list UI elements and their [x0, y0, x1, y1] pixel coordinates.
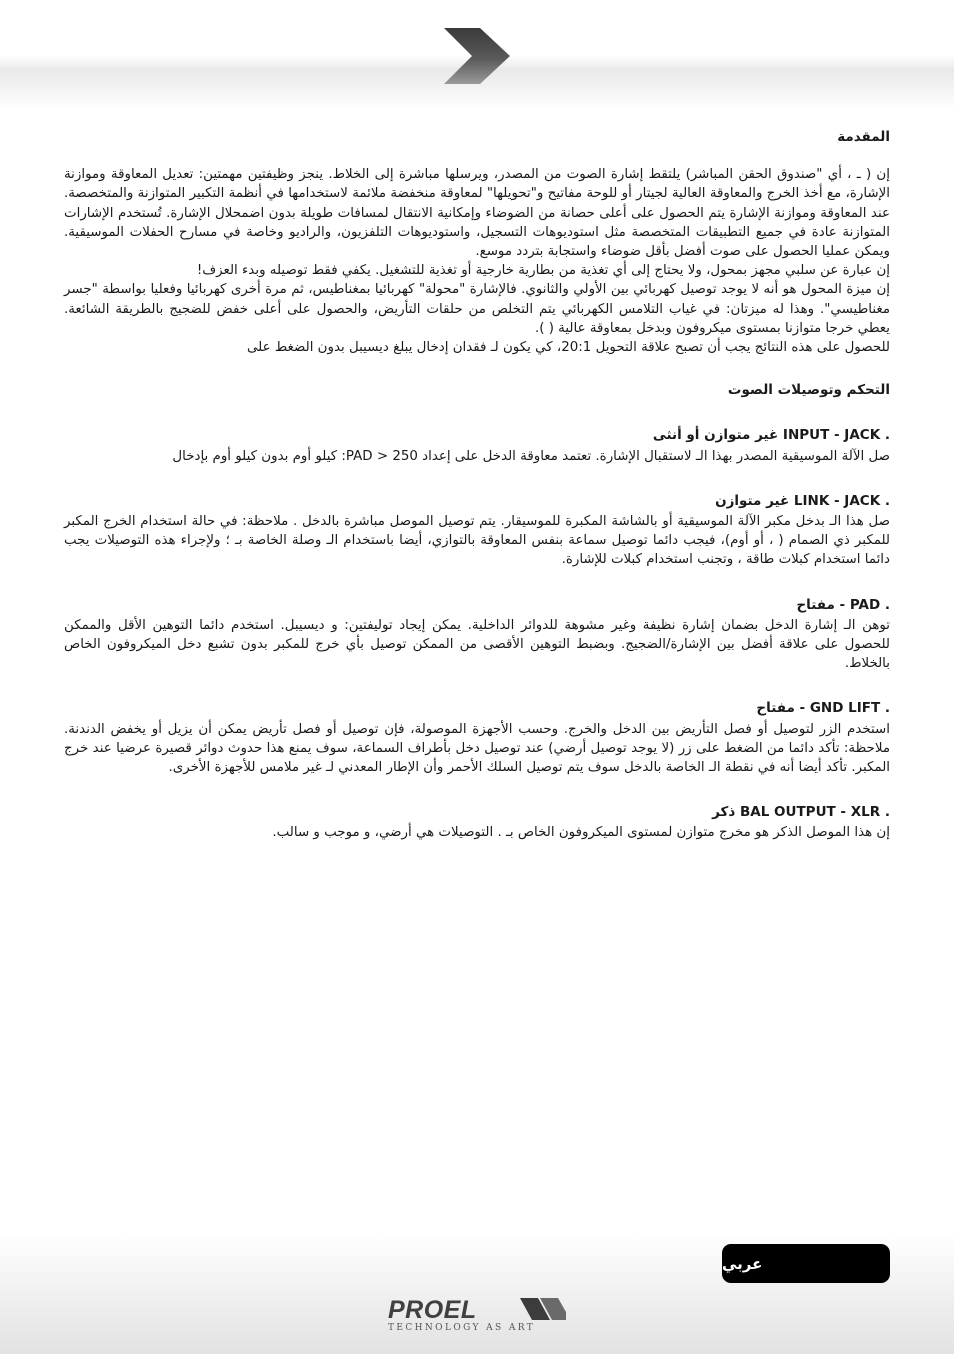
- intro-heading: المقدمة: [837, 129, 890, 145]
- chevron-right-icon: [444, 28, 510, 84]
- intro-paragraph-1: إن ( ـ ، أي "صندوق الحقن المباشر) يلتقط إشارة الصوت من المصدر، ويرسلها مباشرة إلى الخلاط. ينجز وظيفتين مهمتين: تعديل المعاوقة وموازنة الإشارة، مع أخذ الخرج والمعاوقة العالية لجيتار أو للوحة مفاتيح و"تحويلها" لمعاوقة منخفضة ملائمة لاستخدامها في أنظمة التكبير المتوازنة والمتخصصة. عند المعاوقة وموازنة الإشارة يتم الحصول على أعلى حصانة من الضوضاء وإمكانية الانتقال لمسافات طويلة بدون اضمحلال الإشارة. تُستخدم الإشارات المتوازنة عادة في جميع التطبيقات المتخصصة مثل استوديوهات التسجيل، واستوديوهات التلفزيون، والراديو وخاصة في مسارح الحفلات الموسيقية. ويمكن عمليا الحصول على صوت أفضل بأقل ضوضاء واستجابة بتردد موسع.: [64, 167, 890, 260]
- control-title: . PAD - مفتاح: [796, 596, 890, 613]
- logo-wordmark: PROEL: [388, 1296, 477, 1324]
- proel-logo: [388, 1296, 570, 1336]
- control-title: . INPUT - JACK غير متوازن أو أنثى: [652, 427, 890, 444]
- language-tab[interactable]: عربي: [722, 1244, 890, 1283]
- control-text: استخدم الزر لتوصيل أو فصل التأريض بين الدخل والخرج. وحسب الأجهزة الموصولة، فإن توصيل أو فصل تأريض يمكن أن يزيل أو يخفض الدندنة. ملاحظة: تأكد دائما من الضغط على زر (لا يوجد توصيل أرضي) عند توصيل دخل بأطراف السماعة، سوف يمنع هذا حدوث دوائر قصيرة عرضيا عند خرج المكبر. تأكد أيضا أنه في نقطة الـ الخاصة بالدخل سوف يتم توصيل السلك الأحمر وأن الإطار المعدني لـ غير ملامس للأجهزة الأخرى.: [64, 721, 890, 776]
- control-text: إن هذا الموصل الذكر هو مخرج متوازن لمستوى الميكروفون الخاص بـ . التوصيلات هي أرضي، و موجب و سالب.: [272, 825, 890, 841]
- intro-paragraph-2: إن عبارة عن سلبي مجهز بمحول، ولا يحتاج إلى أي تغذية من بطارية خارجية أو تغذية للتشغيل. يكفي فقط توصيله وبدء العزف!: [196, 263, 890, 279]
- control-title: . LINK - JACK غير متوازن: [715, 492, 890, 509]
- page-content: [64, 128, 890, 843]
- control-bal-output-xlr: [64, 803, 890, 842]
- control-input-jack: [64, 426, 890, 465]
- intro-paragraph-3: إن ميزة المحول هو أنه لا يوجد توصيل كهربائي بين الأولي والثانوي. فالإشارة "محولة" كهربائيا بمغناطيس، ثم مرة أخرى كهربائيا وفعليا بواسطة "جسر مغناطيسي". وهذا له ميزتان: في غياب التلامس الكهربائي يتم التخلص من حلقات التأريض، والحصول على أعلى خفض للضجيج بالطريقة الشائعة. يعطي خرجا متوازنا بمستوى ميكروفون وبدخل بمعاوقة عالية ( ).: [64, 282, 890, 336]
- logo-stripes-icon: [520, 1298, 566, 1320]
- controls-heading: التحكم وتوصيلات الصوت: [727, 382, 890, 399]
- control-text: صل هذا الـ بدخل مكبر الآلة الموسيقية أو بالشاشة المكبرة للموسيقار. يتم توصيل الموصل مباشرة بالدخل . ملاحظة: في حالة استخدام الخرج المكبر للمكبر ذي الصمام ( ، أو أوم)، فيجب دائما توصيل سماعة بنفس المعاوقة بالتوازي، أيضا باستخدام الـ وصلة الخاصة بـ ؛ ولإجراء هذه التوصيلات يجب دائما استخدام كبلات طاقة ، وتجنب استخدام كبلات للإشارة.: [64, 514, 890, 568]
- logo-tagline: TECHNOLOGY AS ART: [388, 1323, 536, 1333]
- control-gnd-lift-switch: [64, 699, 890, 777]
- control-text: صل الآلة الموسيقية المصدر بهذا الـ لاستقبال الإشارة. تعتمد معاوقة الدخل على إعداد 250 < PAD: كيلو أوم بدون كيلو أوم بإدخال: [172, 448, 890, 464]
- intro-paragraph-4: للحصول على هذه النتائج يجب أن تصبح علاقة التحويل 20:1، كي يكون لـ فقدان إدخال يبلغ ديسيبل بدون الضغط على: [246, 340, 890, 356]
- control-text: توهن الـ إشارة الدخل بضمان إشارة نظيفة وغير مشوهة للدوائر الداخلية. يمكن إيجاد توليفتين: و ديسيبل. استخدم دائما التوهين الأقل والممكن للحصول على علاقة أفضل بين الإشارة/الضجيج. وبضبط التوهين الأقصى من الممكن توصيل بأي خرج للمكبر بدون تشبع دخل الميكروفون الخاص بالخلاط.: [64, 617, 890, 672]
- control-title: . GND LIFT - مفتاح: [756, 700, 890, 717]
- control-title: . BAL OUTPUT - XLR ذكر: [712, 804, 890, 821]
- control-pad-switch: [64, 596, 890, 674]
- control-link-jack: [64, 492, 890, 570]
